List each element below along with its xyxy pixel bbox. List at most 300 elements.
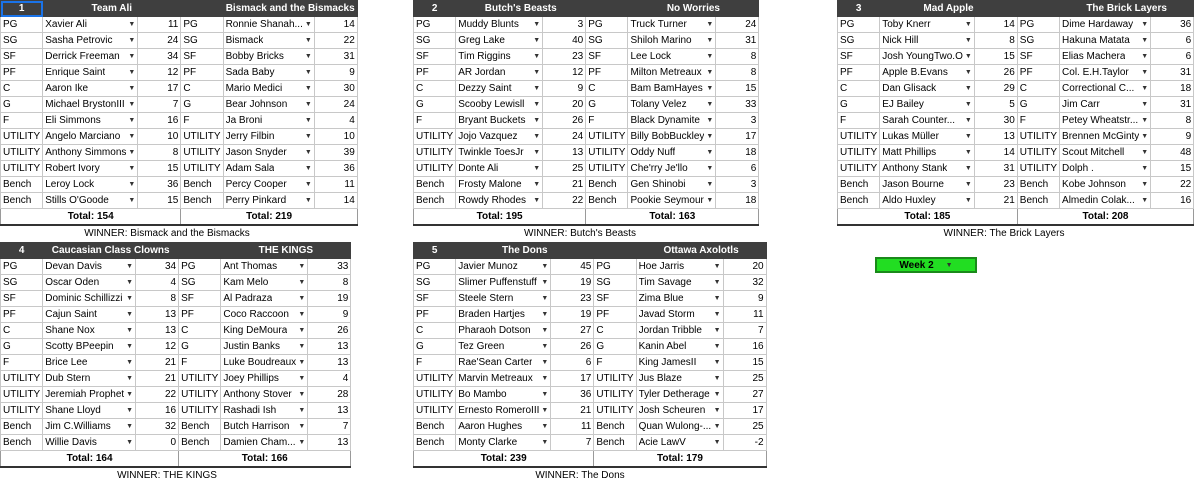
player-select[interactable]	[630, 33, 713, 48]
dropdown-arrow-icon[interactable]: ▼	[964, 85, 972, 92]
position-cell[interactable]: UTILITY	[594, 403, 636, 419]
player-select[interactable]	[223, 355, 305, 370]
player-select[interactable]	[1062, 33, 1148, 48]
dropdown-arrow-icon[interactable]: ▼	[1141, 165, 1149, 172]
player-select[interactable]	[458, 113, 540, 128]
player-dropdown[interactable]	[880, 33, 975, 49]
position-cell[interactable]: SF	[1, 291, 43, 307]
position-cell[interactable]: Bench	[414, 435, 456, 451]
dropdown-arrow-icon[interactable]: ▼	[713, 359, 721, 366]
points-cell[interactable]: 14	[974, 145, 1017, 161]
points-cell[interactable]: 30	[974, 113, 1017, 129]
points-cell[interactable]: 36	[551, 387, 594, 403]
player-dropdown[interactable]	[43, 435, 136, 451]
dropdown-arrow-icon[interactable]: ▼	[706, 149, 714, 156]
player-dropdown[interactable]	[1060, 161, 1151, 177]
player-dropdown[interactable]	[223, 17, 314, 33]
points-cell[interactable]: 19	[551, 307, 594, 323]
points-cell[interactable]: 26	[974, 65, 1017, 81]
position-cell[interactable]: UTILITY	[838, 145, 880, 161]
dropdown-arrow-icon[interactable]: ▼	[964, 53, 972, 60]
player-select[interactable]	[45, 259, 133, 274]
position-cell[interactable]: C	[586, 81, 628, 97]
team-b-name[interactable]: No Worries	[628, 1, 759, 17]
player-dropdown[interactable]	[628, 65, 716, 81]
player-dropdown[interactable]	[223, 113, 314, 129]
dropdown-arrow-icon[interactable]: ▼	[964, 37, 972, 44]
dropdown-arrow-icon[interactable]: ▼	[706, 181, 714, 188]
dropdown-arrow-icon[interactable]: ▼	[1141, 53, 1149, 60]
position-cell[interactable]: C	[1, 323, 43, 339]
player-select[interactable]	[458, 259, 548, 274]
points-cell[interactable]: 0	[136, 435, 179, 451]
points-cell[interactable]: 9	[723, 291, 766, 307]
player-select[interactable]	[226, 193, 312, 208]
player-select[interactable]	[223, 435, 305, 450]
player-select[interactable]	[45, 145, 135, 160]
points-cell[interactable]: 16	[1151, 193, 1194, 209]
matchup-number[interactable]: 3	[838, 1, 880, 17]
player-dropdown[interactable]	[456, 129, 543, 145]
player-dropdown[interactable]	[456, 339, 551, 355]
player-dropdown[interactable]	[456, 291, 551, 307]
dropdown-arrow-icon[interactable]: ▼	[304, 69, 312, 76]
player-select[interactable]	[1062, 145, 1148, 160]
player-dropdown[interactable]	[456, 403, 551, 419]
dropdown-arrow-icon[interactable]: ▼	[298, 279, 306, 286]
points-cell[interactable]: 8	[716, 65, 759, 81]
player-dropdown[interactable]	[636, 403, 723, 419]
points-cell[interactable]: 29	[974, 81, 1017, 97]
points-cell[interactable]: 24	[138, 33, 181, 49]
player-dropdown[interactable]	[456, 81, 543, 97]
player-dropdown[interactable]	[221, 419, 308, 435]
points-cell[interactable]: 31	[1151, 65, 1194, 81]
player-select[interactable]	[1062, 129, 1148, 144]
points-cell[interactable]: 24	[314, 97, 357, 113]
points-cell[interactable]: 21	[551, 403, 594, 419]
position-cell[interactable]: F	[181, 113, 223, 129]
position-cell[interactable]: UTILITY	[1, 145, 43, 161]
player-select[interactable]	[1062, 97, 1148, 112]
player-dropdown[interactable]	[1060, 97, 1151, 113]
points-cell[interactable]: 21	[543, 177, 586, 193]
player-dropdown[interactable]	[43, 81, 138, 97]
player-select[interactable]	[226, 17, 312, 32]
player-dropdown[interactable]	[456, 193, 543, 209]
dropdown-arrow-icon[interactable]: ▼	[541, 311, 549, 318]
position-cell[interactable]: SF	[179, 291, 221, 307]
player-dropdown[interactable]	[628, 113, 716, 129]
position-cell[interactable]: PF	[179, 307, 221, 323]
player-dropdown[interactable]	[456, 307, 551, 323]
points-cell[interactable]: 9	[314, 65, 357, 81]
position-cell[interactable]: F	[179, 355, 221, 371]
player-select[interactable]	[458, 49, 540, 64]
dropdown-arrow-icon[interactable]: ▼	[128, 133, 136, 140]
points-cell[interactable]: 8	[716, 49, 759, 65]
points-cell[interactable]: 9	[308, 307, 351, 323]
points-cell[interactable]: 16	[136, 403, 179, 419]
position-cell[interactable]: UTILITY	[179, 387, 221, 403]
position-cell[interactable]: SF	[181, 49, 223, 65]
player-select[interactable]	[458, 419, 548, 434]
player-select[interactable]	[639, 371, 721, 386]
player-dropdown[interactable]	[221, 387, 308, 403]
dropdown-arrow-icon[interactable]: ▼	[126, 311, 134, 318]
player-select[interactable]	[45, 97, 135, 112]
player-select[interactable]	[882, 33, 972, 48]
player-select[interactable]	[458, 371, 548, 386]
position-cell[interactable]: PG	[414, 259, 456, 275]
player-dropdown[interactable]	[1060, 113, 1151, 129]
points-cell[interactable]: 22	[314, 33, 357, 49]
player-dropdown[interactable]	[221, 275, 308, 291]
position-cell[interactable]: SG	[586, 33, 628, 49]
dropdown-arrow-icon[interactable]: ▼	[1141, 181, 1149, 188]
points-cell[interactable]: 34	[136, 259, 179, 275]
player-dropdown[interactable]	[221, 339, 308, 355]
player-select[interactable]	[223, 339, 305, 354]
player-dropdown[interactable]	[43, 259, 136, 275]
points-cell[interactable]: 11	[138, 17, 181, 33]
team-b-total[interactable]: Total: 163	[586, 209, 759, 226]
points-cell[interactable]: 26	[543, 113, 586, 129]
points-cell[interactable]: 48	[1151, 145, 1194, 161]
dropdown-arrow-icon[interactable]: ▼	[713, 407, 721, 414]
position-cell[interactable]: Bench	[414, 419, 456, 435]
position-cell[interactable]: PG	[838, 17, 880, 33]
dropdown-arrow-icon[interactable]: ▼	[126, 439, 134, 446]
points-cell[interactable]: 28	[308, 387, 351, 403]
player-select[interactable]	[458, 177, 540, 192]
dropdown-arrow-icon[interactable]: ▼	[128, 149, 136, 156]
position-cell[interactable]: SG	[1, 33, 43, 49]
position-cell[interactable]: G	[594, 339, 636, 355]
position-cell[interactable]: UTILITY	[838, 161, 880, 177]
player-dropdown[interactable]	[43, 419, 136, 435]
position-cell[interactable]: Bench	[179, 435, 221, 451]
points-cell[interactable]: 19	[551, 275, 594, 291]
points-cell[interactable]: 13	[308, 339, 351, 355]
player-dropdown[interactable]	[223, 97, 314, 113]
player-select[interactable]	[458, 275, 548, 290]
position-cell[interactable]: UTILITY	[586, 161, 628, 177]
points-cell[interactable]: 27	[723, 387, 766, 403]
dropdown-arrow-icon[interactable]: ▼	[298, 343, 306, 350]
points-cell[interactable]: 32	[136, 419, 179, 435]
position-cell[interactable]: UTILITY	[594, 387, 636, 403]
points-cell[interactable]: 9	[1151, 129, 1194, 145]
position-cell[interactable]: UTILITY	[1, 129, 43, 145]
points-cell[interactable]: 22	[1151, 177, 1194, 193]
dropdown-arrow-icon[interactable]: ▼	[964, 165, 972, 172]
team-b-name[interactable]: THE KINGS	[221, 243, 351, 259]
player-dropdown[interactable]	[223, 145, 314, 161]
points-cell[interactable]: 17	[723, 403, 766, 419]
player-dropdown[interactable]	[636, 355, 723, 371]
position-cell[interactable]: C	[1017, 81, 1059, 97]
dropdown-arrow-icon[interactable]: ▼	[126, 279, 134, 286]
dropdown-arrow-icon[interactable]: ▼	[706, 197, 714, 204]
player-dropdown[interactable]	[456, 161, 543, 177]
dropdown-arrow-icon[interactable]: ▼	[1141, 85, 1149, 92]
dropdown-arrow-icon[interactable]: ▼	[964, 117, 972, 124]
dropdown-arrow-icon[interactable]: ▼	[713, 263, 721, 270]
dropdown-arrow-icon[interactable]: ▼	[304, 101, 312, 108]
player-dropdown[interactable]	[628, 145, 716, 161]
dropdown-arrow-icon[interactable]: ▼	[713, 279, 721, 286]
player-select[interactable]	[223, 291, 305, 306]
dropdown-arrow-icon[interactable]: ▼	[533, 181, 541, 188]
player-dropdown[interactable]	[43, 387, 136, 403]
player-select[interactable]	[639, 339, 721, 354]
position-cell[interactable]: PG	[179, 259, 221, 275]
dropdown-arrow-icon[interactable]: ▼	[541, 359, 549, 366]
player-select[interactable]	[639, 403, 721, 418]
player-dropdown[interactable]	[880, 177, 975, 193]
position-cell[interactable]: F	[1017, 113, 1059, 129]
position-cell[interactable]: F	[594, 355, 636, 371]
position-cell[interactable]: Bench	[838, 193, 880, 209]
position-cell[interactable]: UTILITY	[838, 129, 880, 145]
player-dropdown[interactable]	[221, 371, 308, 387]
dropdown-arrow-icon[interactable]: ▼	[128, 85, 136, 92]
dropdown-arrow-icon[interactable]: ▼	[713, 439, 721, 446]
team-b-total[interactable]: Total: 208	[1017, 209, 1193, 226]
dropdown-arrow-icon[interactable]: ▼	[298, 423, 306, 430]
team-a-total[interactable]: Total: 185	[838, 209, 1018, 226]
player-dropdown[interactable]	[880, 145, 975, 161]
player-select[interactable]	[882, 17, 972, 32]
player-dropdown[interactable]	[1060, 49, 1151, 65]
player-dropdown[interactable]	[628, 33, 716, 49]
player-dropdown[interactable]	[456, 145, 543, 161]
points-cell[interactable]: 19	[308, 291, 351, 307]
position-cell[interactable]: SG	[1017, 33, 1059, 49]
dropdown-arrow-icon[interactable]: ▼	[128, 181, 136, 188]
player-select[interactable]	[223, 419, 305, 434]
position-cell[interactable]: SF	[586, 49, 628, 65]
team-a-total[interactable]: Total: 239	[414, 451, 594, 468]
dropdown-arrow-icon[interactable]: ▼	[713, 423, 721, 430]
player-select[interactable]	[882, 129, 972, 144]
player-dropdown[interactable]	[456, 17, 543, 33]
position-cell[interactable]: UTILITY	[586, 129, 628, 145]
position-cell[interactable]: C	[594, 323, 636, 339]
player-select[interactable]	[458, 81, 540, 96]
dropdown-arrow-icon[interactable]: ▼	[298, 439, 306, 446]
position-cell[interactable]: SF	[1, 49, 43, 65]
player-select[interactable]	[223, 275, 305, 290]
points-cell[interactable]: 13	[308, 435, 351, 451]
team-a-name[interactable]: Mad Apple	[880, 1, 1018, 17]
player-dropdown[interactable]	[880, 65, 975, 81]
points-cell[interactable]: 36	[138, 177, 181, 193]
dropdown-arrow-icon[interactable]: ▼	[533, 165, 541, 172]
dropdown-arrow-icon[interactable]: ▼	[128, 165, 136, 172]
points-cell[interactable]: -2	[723, 435, 766, 451]
points-cell[interactable]: 11	[723, 307, 766, 323]
player-dropdown[interactable]	[43, 355, 136, 371]
position-cell[interactable]: UTILITY	[414, 403, 456, 419]
position-cell[interactable]: SG	[1, 275, 43, 291]
player-select[interactable]	[45, 65, 135, 80]
player-dropdown[interactable]	[223, 177, 314, 193]
player-select[interactable]	[45, 387, 133, 402]
dropdown-arrow-icon[interactable]: ▼	[533, 69, 541, 76]
points-cell[interactable]: 13	[308, 403, 351, 419]
position-cell[interactable]: SG	[594, 275, 636, 291]
dropdown-arrow-icon[interactable]: ▼	[1141, 149, 1149, 156]
player-dropdown[interactable]	[456, 419, 551, 435]
position-cell[interactable]: UTILITY	[1017, 145, 1059, 161]
position-cell[interactable]: Bench	[414, 193, 456, 209]
player-select[interactable]	[1062, 113, 1148, 128]
position-cell[interactable]: Bench	[838, 177, 880, 193]
dropdown-arrow-icon[interactable]: ▼	[304, 133, 312, 140]
position-cell[interactable]: PF	[586, 65, 628, 81]
points-cell[interactable]: 31	[1151, 97, 1194, 113]
position-cell[interactable]: UTILITY	[414, 387, 456, 403]
player-select[interactable]	[639, 355, 721, 370]
position-cell[interactable]: PF	[414, 65, 456, 81]
player-select[interactable]	[45, 81, 135, 96]
points-cell[interactable]: 26	[308, 323, 351, 339]
dropdown-arrow-icon[interactable]: ▼	[541, 439, 549, 446]
player-dropdown[interactable]	[456, 97, 543, 113]
dropdown-arrow-icon[interactable]: ▼	[541, 423, 549, 430]
points-cell[interactable]: 6	[551, 355, 594, 371]
player-dropdown[interactable]	[43, 129, 138, 145]
player-dropdown[interactable]	[43, 339, 136, 355]
team-a-name[interactable]: Team Ali	[43, 1, 181, 17]
player-select[interactable]	[882, 161, 972, 176]
player-select[interactable]	[458, 339, 548, 354]
player-select[interactable]	[223, 323, 305, 338]
dropdown-arrow-icon[interactable]: ▼	[298, 327, 306, 334]
points-cell[interactable]: 18	[1151, 81, 1194, 97]
player-dropdown[interactable]	[880, 17, 975, 33]
points-cell[interactable]: 45	[551, 259, 594, 275]
position-cell[interactable]: F	[586, 113, 628, 129]
dropdown-arrow-icon[interactable]: ▼	[298, 391, 306, 398]
player-dropdown[interactable]	[221, 291, 308, 307]
player-select[interactable]	[882, 65, 972, 80]
dropdown-arrow-icon[interactable]: ▼	[706, 37, 714, 44]
position-cell[interactable]: UTILITY	[179, 371, 221, 387]
player-select[interactable]	[458, 355, 548, 370]
matchup-number[interactable]: 5	[414, 243, 456, 259]
points-cell[interactable]: 12	[543, 65, 586, 81]
team-b-name[interactable]: The Brick Layers	[1060, 1, 1194, 17]
player-select[interactable]	[458, 193, 540, 208]
player-dropdown[interactable]	[456, 435, 551, 451]
position-cell[interactable]: PF	[181, 65, 223, 81]
dropdown-arrow-icon[interactable]: ▼	[541, 391, 549, 398]
player-select[interactable]	[882, 97, 972, 112]
team-b-total[interactable]: Total: 219	[181, 209, 357, 226]
points-cell[interactable]: 15	[1151, 161, 1194, 177]
player-select[interactable]	[1062, 177, 1148, 192]
player-select[interactable]	[45, 113, 135, 128]
position-cell[interactable]: SF	[594, 291, 636, 307]
player-dropdown[interactable]	[636, 371, 723, 387]
player-select[interactable]	[45, 435, 133, 450]
player-select[interactable]	[882, 49, 972, 64]
dropdown-arrow-icon[interactable]: ▼	[128, 53, 136, 60]
dropdown-arrow-icon[interactable]: ▼	[541, 407, 549, 414]
position-cell[interactable]: UTILITY	[1, 161, 43, 177]
player-dropdown[interactable]	[636, 259, 723, 275]
dropdown-arrow-icon[interactable]: ▼	[304, 197, 312, 204]
player-dropdown[interactable]	[221, 355, 308, 371]
player-dropdown[interactable]	[628, 129, 716, 145]
player-dropdown[interactable]	[636, 323, 723, 339]
dropdown-arrow-icon[interactable]: ▼	[706, 117, 714, 124]
player-dropdown[interactable]	[43, 113, 138, 129]
points-cell[interactable]: 22	[136, 387, 179, 403]
player-dropdown[interactable]	[636, 275, 723, 291]
player-dropdown[interactable]	[43, 17, 138, 33]
player-dropdown[interactable]	[223, 81, 314, 97]
points-cell[interactable]: 7	[551, 435, 594, 451]
dropdown-arrow-icon[interactable]: ▼	[964, 133, 972, 140]
player-dropdown[interactable]	[636, 339, 723, 355]
dropdown-arrow-icon[interactable]: ▼	[298, 263, 306, 270]
player-dropdown[interactable]	[1060, 17, 1151, 33]
matchup-number[interactable]: 4	[1, 243, 43, 259]
position-cell[interactable]: Bench	[1, 419, 43, 435]
player-dropdown[interactable]	[456, 371, 551, 387]
position-cell[interactable]: PF	[594, 307, 636, 323]
player-select[interactable]	[45, 275, 133, 290]
player-dropdown[interactable]	[43, 371, 136, 387]
dropdown-arrow-icon[interactable]: ▼	[304, 53, 312, 60]
player-dropdown[interactable]	[223, 161, 314, 177]
dropdown-arrow-icon[interactable]: ▼	[713, 375, 721, 382]
player-dropdown[interactable]	[636, 435, 723, 451]
player-dropdown[interactable]	[43, 65, 138, 81]
position-cell[interactable]: PG	[181, 17, 223, 33]
points-cell[interactable]: 16	[138, 113, 181, 129]
player-select[interactable]	[458, 291, 548, 306]
position-cell[interactable]: G	[586, 97, 628, 113]
player-select[interactable]	[458, 17, 540, 32]
position-cell[interactable]: SG	[179, 275, 221, 291]
position-cell[interactable]: C	[1, 81, 43, 97]
position-cell[interactable]: C	[838, 81, 880, 97]
dropdown-arrow-icon[interactable]: ▼	[304, 37, 312, 44]
points-cell[interactable]: 21	[974, 193, 1017, 209]
player-dropdown[interactable]	[456, 275, 551, 291]
dropdown-arrow-icon[interactable]: ▼	[298, 295, 306, 302]
week-selector[interactable]	[875, 257, 977, 273]
player-select[interactable]	[458, 145, 540, 160]
dropdown-arrow-icon[interactable]: ▼	[126, 407, 134, 414]
dropdown-arrow-icon[interactable]: ▼	[1141, 37, 1149, 44]
player-select[interactable]	[226, 81, 312, 96]
player-select[interactable]	[630, 177, 713, 192]
player-dropdown[interactable]	[456, 33, 543, 49]
position-cell[interactable]: G	[414, 97, 456, 113]
player-dropdown[interactable]	[43, 193, 138, 209]
points-cell[interactable]: 36	[1151, 17, 1194, 33]
dropdown-arrow-icon[interactable]: ▼	[298, 375, 306, 382]
position-cell[interactable]: Bench	[181, 177, 223, 193]
points-cell[interactable]: 7	[723, 323, 766, 339]
player-select[interactable]	[639, 419, 721, 434]
